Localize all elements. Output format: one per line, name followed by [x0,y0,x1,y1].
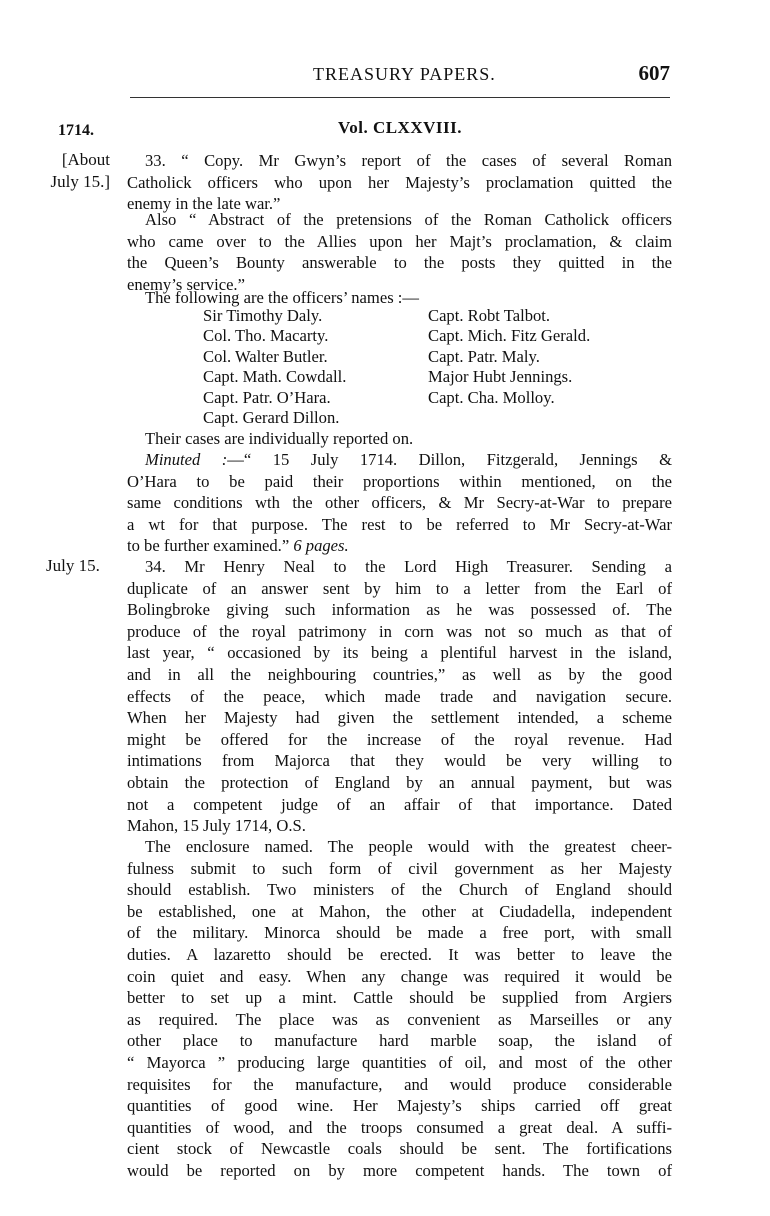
text-line: Mahon, 15 July 1714, O.S. [127,816,306,836]
officer-names-intro: The following are the officers’ names :— [145,288,420,307]
officer-names-column-1 [203,306,346,428]
officer-name: Col. Tho. Macarty. [203,326,329,346]
text-line: requisites for the manufacture, and would produce considerable [127,1074,672,1094]
text-line: Catholick officers who upon her Majesty’s proclamation quitted the [127,172,672,192]
officer-name: Capt. Gerard Dillon. [203,408,340,428]
text-line: last year, “ occasioned by its being a plentiful harvest in the island, [127,643,672,663]
text-line: obtain the protection of England by an annual payment, but was [127,772,672,792]
text-line: as required. The place was as convenient as Marseilles or any [127,1009,672,1029]
text-line: Bolingbroke giving such information as he was possessed of. The [127,600,672,620]
officer-name: Capt. Mich. Fitz Gerald. [428,326,591,346]
text-line: intimations from Majorca that they would be very willing to [127,751,672,771]
officer-name: Sir Timothy Daly. [203,306,323,325]
entry-33-summary [127,150,672,215]
text-line: duplicate of an answer sent by him to a letter from the Earl of [127,578,672,598]
volume-heading: Vol. CLXXVIII. [338,118,462,137]
text-line: effects of the peace, which made trade and navigation secure. [127,686,672,706]
minute-line: to be further examined.” [127,536,290,556]
entry-34-summary [127,556,672,837]
text-line: quantities of wood, and the troops consumed a great deal. A suffi- [127,1117,672,1137]
header-title: TREASURY PAPERS. [313,64,496,84]
running-header [130,61,670,94]
text-line: of the military. Minorca should be made a free port, with small [127,923,672,943]
text-line: better to set up a mint. Cattle should be supplied from Argiers [127,988,672,1008]
text-line: a wt for that purpose. The rest to be referred to Mr Secry-at-War [127,514,672,534]
page-count: 6 pages. [293,536,349,556]
text-line: enemy in the late war.” [127,194,281,214]
text-line: quantities of good wine. Her Majesty’s ships carried off great [127,1096,672,1116]
officer-names-column-2 [428,306,590,408]
text-line: duties. A lazaretto should be erected. It was better to leave the [127,944,672,964]
text-line: produce of the royal patrimony in corn was not so much as that of [127,621,672,641]
text-line: fulness submit to such form of civil government as her Majesty [127,858,672,878]
minute-text [127,449,672,557]
text-line: other place to manufacture hard marble soap, the island of [127,1031,672,1051]
text-line: same conditions wth the other officers, & Mr Secry-at-War to prepare [127,493,672,513]
text-line: Also “ Abstract of the pretensions of the Roman Catholick officers [145,210,672,229]
text-line [127,535,672,557]
page-number: 607 [638,61,670,85]
officer-name: Capt. Patr. O’Hara. [203,387,331,407]
text-line: would be reported on by more competent hands. The town of [127,1160,672,1180]
text-line: the Queen’s Bounty answerable to the posts they quitted in the [127,253,672,273]
cases-statement: Their cases are individually reported on. [145,429,414,448]
entry-34-enclosure [127,836,672,1182]
text-line: When her Majesty had given the settlement intended, a scheme [127,708,672,728]
text-line [145,449,672,471]
text-line: might be offered for the increase of the royal revenue. Had [127,729,672,749]
officer-name: Col. Walter Butler. [203,346,328,366]
text-line: O’Hara to be paid their proportions within mentioned, on the [127,471,672,491]
text-line: enemy’s service.” [127,274,245,294]
header-rule [130,97,670,98]
entry-33-also [127,209,672,295]
margin-date-about [46,149,136,193]
text-line: who came over to the Allies upon her Majt’s proclamation, & claim [127,231,672,251]
officer-name: Capt. Patr. Maly. [428,346,540,366]
officer-name: Capt. Robt Talbot. [428,306,551,325]
margin-year: 1714. [58,122,94,139]
officer-name: Capt. Cha. Molloy. [428,387,555,407]
text-line: 33. “ Copy. Mr Gwyn’s report of the cases of several Roman [145,151,672,170]
text-line: not a competent judge of an affair of that importance. Dated [127,794,672,814]
officer-name: Major Hubt Jennings. [428,367,573,387]
text-line: 34. Mr Henry Neal to the Lord High Treasurer. Sending a [145,557,672,576]
minute-line: —“ 15 July 1714. Dillon, Fitzgerald, Jennings & [227,450,672,469]
margin-about-line2: July 15.] [50,172,110,191]
minuted-label: Minuted : [145,450,228,469]
text-line: should establish. Two ministers of the Church of England should [127,880,672,900]
text-line: “ Mayorca ” producing large quantities of oil, and most of the other [127,1052,672,1072]
text-line: coin quiet and easy. When any change was required it would be [127,966,672,986]
text-line: The enclosure named. The people would with the greatest cheer- [145,837,672,856]
margin-about-line1: [About [61,150,110,169]
officer-name: Capt. Math. Cowdall. [203,367,347,387]
text-line: be established, one at Mahon, the other at Ciudadella, independent [127,901,672,921]
text-line: cient stock of Newcastle coals should be sent. The fortifications [127,1139,672,1159]
text-line: and in all the neighbouring countries,” as well as by the good [127,664,672,684]
margin-date-july15: July 15. [46,556,100,575]
